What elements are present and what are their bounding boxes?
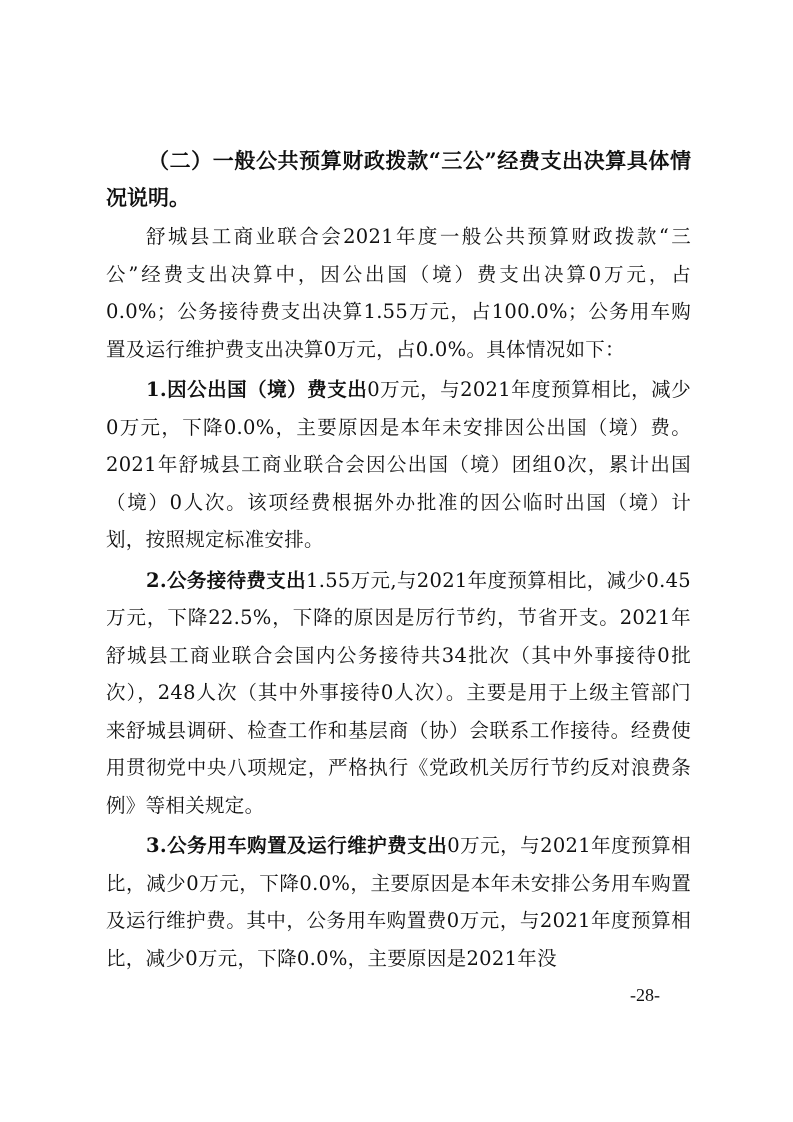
document-page — [106, 142, 691, 980]
item-lead-2: 2.公务接待费支出 — [146, 568, 306, 592]
item-body-3: 0万元，与2021年度预算相比，减少0万元，下降0.0%，主要原因是本年未安排公务用车购置及运行维护费。其中，公务用车购置费0万元，与2021年度预算相比，减少0万元，下降0.0%，主要原因是2021年没 — [106, 834, 691, 970]
item-lead-3: 3.公务用车购置及运行维护费支出 — [146, 834, 448, 857]
item-paragraph-3 — [106, 827, 691, 977]
item-body-2: 1.55万元,与2021年度预算相比，减少0.45万元，下降22.5%，下降的原因是厉行节约，节省开支。2021年舒城县工商业联合会国内公务接待共34批次（其中外事接待0批次），248人次（其中外事接待0人次）。主要是用于上级主管部门来舒城县调研、检查工作和基层商（协）会联系工作接待。经费使用贯彻党中央八项规定，严格执行《党政机关厉行节约反对浪费条例》等相关规定。 — [106, 568, 691, 817]
item-paragraph-1 — [106, 371, 691, 559]
intro-paragraph: 舒城县工商业联合会2021年度一般公共预算财政拨款“三公”经费支出决算中，因公出国（境）费支出决算0万元，占0.0%；公务接待费支出决算1.55万元，占100.0%；公务用车购置及运行维护费支出决算0万元，占0.0%。具体情况如下： — [106, 225, 691, 361]
item-lead-1: 1.因公出国（境）费支出 — [146, 378, 368, 401]
item-paragraph-2 — [106, 562, 691, 825]
item-body-1: 0万元，与2021年度预算相比，减少0万元，下降0.0%，主要原因是本年未安排因公出国（境）费。2021年舒城县工商业联合会因公出国（境）团组0次，累计出国（境）0人次。该项经费根据外办批准的因公临时出国（境）计划，按照规定标准安排。 — [106, 378, 691, 551]
page-number: -28- — [630, 985, 660, 1005]
section-heading: （二）一般公共预算财政拨款“三公”经费支出决算具体情况说明。 — [106, 148, 691, 210]
